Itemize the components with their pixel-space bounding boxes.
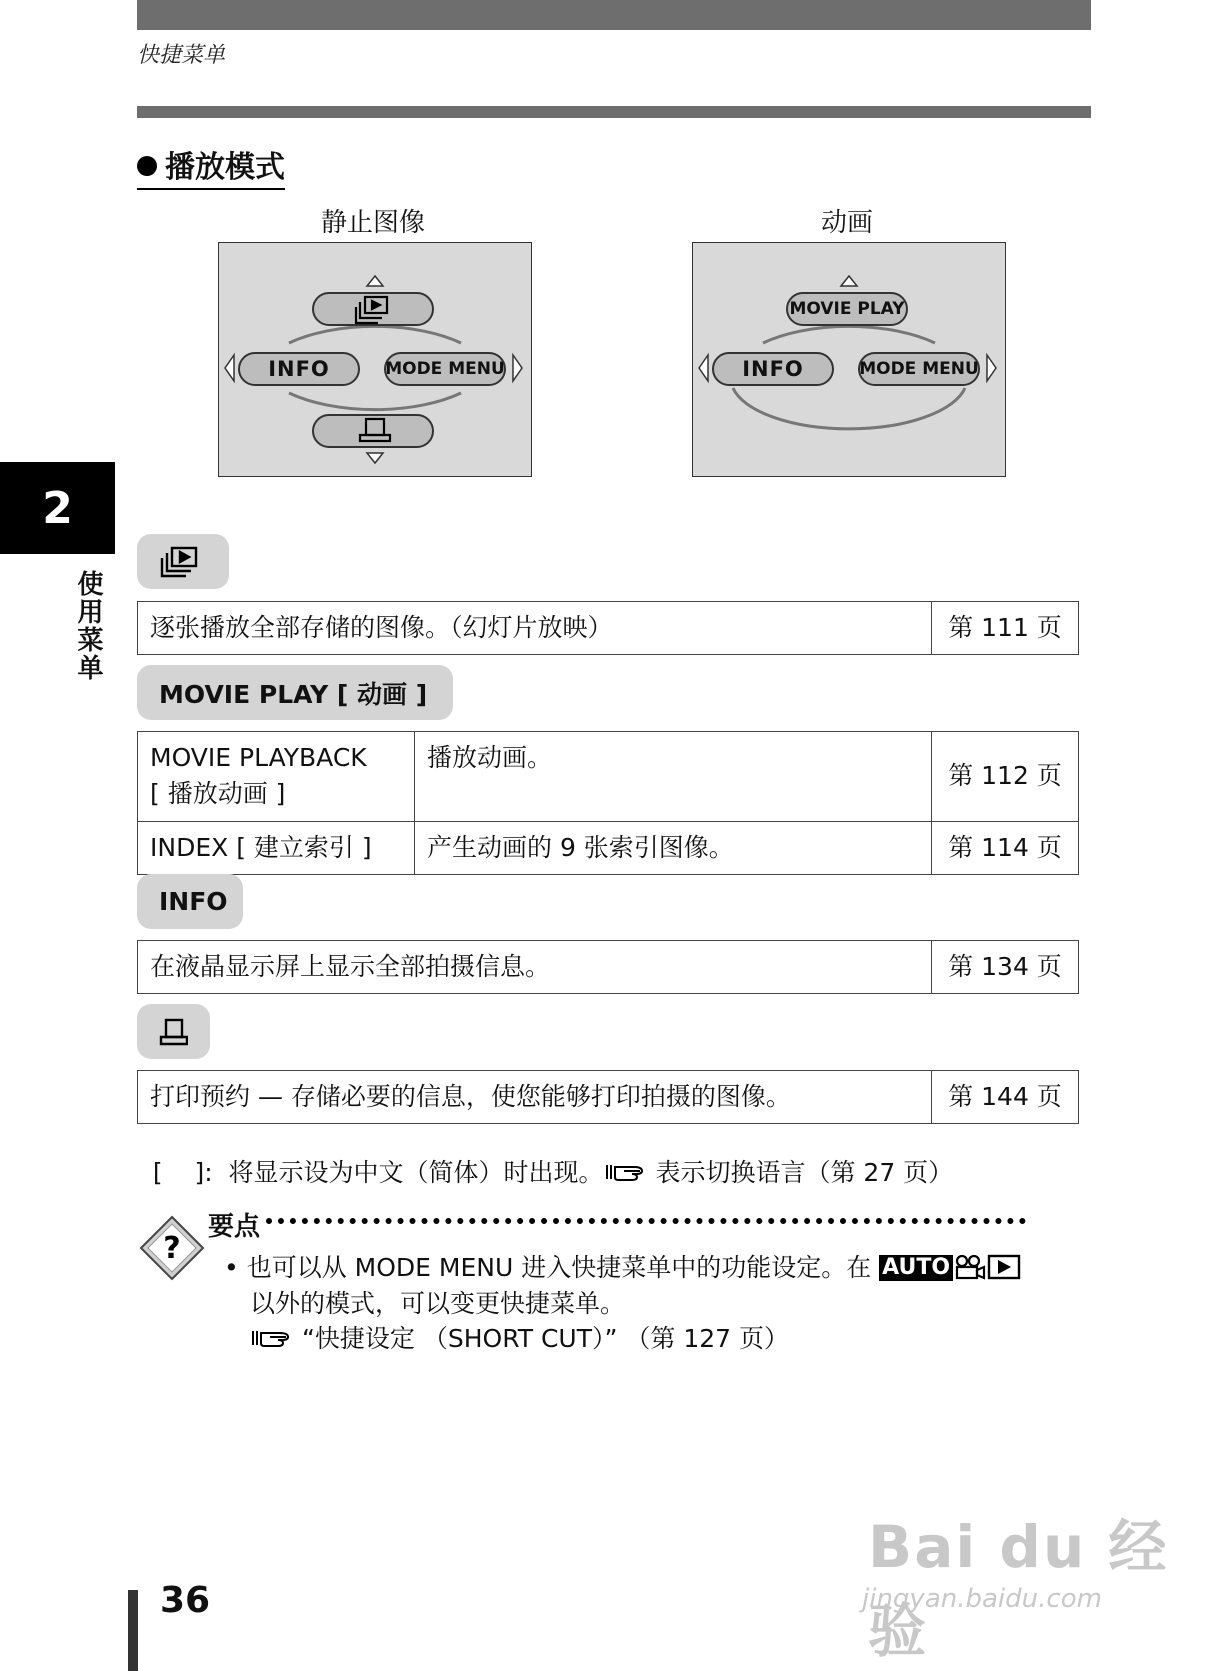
footnote-suffix: 表示切换语言（第 27 页） <box>647 1158 954 1187</box>
movie-caption: 动画 <box>820 208 873 238</box>
playback-mode-icon <box>987 1254 1021 1280</box>
header-title: 快捷菜单 <box>137 43 226 68</box>
info-page: 第 134 页 <box>932 941 1079 994</box>
movie-play-table <box>137 731 1079 875</box>
movie-play-label: MOVIE PLAY <box>789 299 905 319</box>
right-arrow-icon <box>987 355 996 381</box>
footnote <box>137 1124 953 1189</box>
movie-playback-description: 播放动画。 <box>415 732 932 822</box>
chapter-number: 2 <box>0 462 115 554</box>
index-description: 产生动画的 9 张索引图像。 <box>415 821 932 874</box>
auto-mode-icon: AUTO <box>879 1255 953 1281</box>
movie-playback-page: 第 112 页 <box>932 732 1079 822</box>
movie-mode-menu-label: MODE MENU <box>859 359 979 379</box>
still-caption: 静止图像 <box>320 208 425 238</box>
reference-hand-icon <box>250 1327 294 1349</box>
movie-playback-name: MOVIE PLAYBACK [ 播放动画 ] <box>138 732 415 822</box>
info-table <box>137 940 1079 994</box>
down-arrow-icon <box>367 453 383 463</box>
index-page: 第 114 页 <box>932 821 1079 874</box>
bullet-icon <box>137 156 157 176</box>
index-name: INDEX [ 建立索引 ] <box>138 821 415 874</box>
header-top-bar <box>137 0 1091 30</box>
chapter-label: 使用菜单 <box>73 570 103 682</box>
up-arrow-icon <box>841 276 857 286</box>
movie-mode-icon <box>953 1254 987 1280</box>
table-row <box>138 602 1079 655</box>
table-row <box>138 941 1079 994</box>
tip-body <box>224 1250 1084 1357</box>
slideshow-description: 逐张播放全部存储的图像。（幻灯片放映） <box>138 602 932 655</box>
watermark-brand: Bai du 经验 <box>868 1513 1169 1665</box>
tip-line-2: 以外的模式，可以变更快捷菜单。 <box>250 1288 626 1318</box>
info-description: 在液晶显示屏上显示全部拍摄信息。 <box>138 941 932 994</box>
table-row <box>138 1071 1079 1124</box>
print-icon <box>159 1017 188 1047</box>
movie-screen <box>692 242 1006 477</box>
tip-heading: 要点 <box>208 1212 261 1242</box>
tip-dotted-rule <box>266 1218 1026 1224</box>
right-arrow-icon <box>513 355 522 381</box>
up-arrow-icon <box>367 276 383 286</box>
footnote-prefix: [ ]: 将显示设为中文（简体）时出现。 <box>152 1158 604 1187</box>
movie-play-tab: MOVIE PLAY [ 动画 ] <box>137 665 453 720</box>
question-icon <box>138 1214 206 1282</box>
table-row <box>138 821 1079 874</box>
tip-line-1: • 也可以从 MODE MENU 进入快捷菜单中的功能设定。在 AUTO <box>224 1250 1084 1286</box>
still-info-label: INFO <box>268 357 330 381</box>
left-arrow-icon <box>225 355 234 381</box>
tip-line-3: “快捷设定 （SHORT CUT）” （第 127 页） <box>224 1321 1084 1357</box>
print-page: 第 144 页 <box>932 1071 1079 1124</box>
still-mode-menu-label: MODE MENU <box>385 359 505 379</box>
slideshow-tab <box>137 534 229 589</box>
reference-hand-icon <box>604 1161 648 1183</box>
tip-bullet: • <box>224 1253 247 1282</box>
page-number: 36 <box>160 1580 211 1621</box>
slideshow-icon <box>159 545 199 579</box>
section-title: 播放模式 <box>137 142 285 190</box>
page-number-bar <box>128 1590 138 1671</box>
svg-text:?: ? <box>163 1231 181 1266</box>
still-image-screen <box>218 242 532 477</box>
info-tab: INFO <box>137 874 243 929</box>
watermark-url: jingyan.baidu.com <box>862 1584 1102 1614</box>
print-description: 打印预约 — 存储必要的信息，使您能够打印拍摄的图像。 <box>138 1071 932 1124</box>
left-arrow-icon <box>699 355 708 381</box>
print-table <box>137 1070 1079 1124</box>
slideshow-table <box>137 601 1079 655</box>
movie-info-label: INFO <box>742 357 804 381</box>
print-tab <box>137 1004 210 1059</box>
slideshow-page: 第 111 页 <box>932 602 1079 655</box>
header-bottom-bar <box>137 106 1091 118</box>
table-row <box>138 732 1079 822</box>
